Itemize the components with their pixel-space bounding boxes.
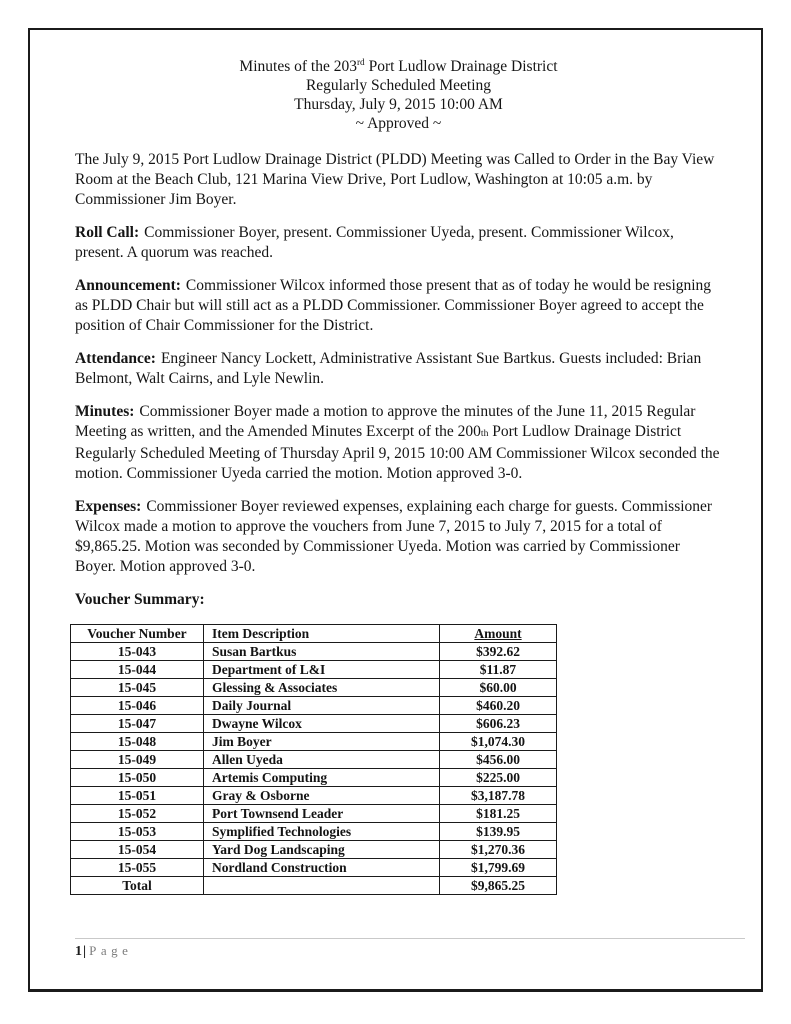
amount-cell: $181.25 bbox=[440, 805, 557, 823]
item-description-cell: Symplified Technologies bbox=[204, 823, 440, 841]
footer-separator: | bbox=[83, 944, 87, 959]
expenses-paragraph bbox=[75, 497, 722, 577]
announcement-paragraph bbox=[75, 276, 722, 336]
amount-cell: $1,074.30 bbox=[440, 733, 557, 751]
voucher-number-cell: 15-055 bbox=[71, 859, 204, 877]
voucher-number-cell: 15-043 bbox=[71, 643, 204, 661]
item-description-cell: Susan Bartkus bbox=[204, 643, 440, 661]
table-row bbox=[71, 823, 557, 841]
title-line-3: Thursday, July 9, 2015 10:00 AM bbox=[294, 96, 503, 113]
attendance-text: Engineer Nancy Lockett, Administrative Assistant Sue Bartkus. Guests included: Brian Belmont, Walt Cairns, and Lyle Newlin. bbox=[75, 350, 702, 387]
amount-cell: $1,270.36 bbox=[440, 841, 557, 859]
minutes-text-part1: Commissioner Boyer made a motion to approve the minutes of the June 11, 2015 Regular Meeting as written, and the Amended Minutes Excerpt of the 200 bbox=[75, 403, 696, 440]
minutes-ordinal-suffix: th bbox=[480, 428, 489, 439]
expenses-text: Commissioner Boyer reviewed expenses, explaining each charge for guests. Commissioner Wilcox made a motion to approve the vouchers from June 7, 2015 to July 7, 2015 for a total of $9,865.25. Motion was seconded by Commissioner Uyeda. Motion was carried by Commissioner Boyer. Motion approved 3-0. bbox=[75, 498, 713, 575]
item-description-cell: Daily Journal bbox=[204, 697, 440, 715]
minutes-paragraph bbox=[75, 402, 722, 484]
table-row bbox=[71, 679, 557, 697]
table-row bbox=[71, 841, 557, 859]
table-row bbox=[71, 697, 557, 715]
voucher-table bbox=[70, 624, 557, 895]
roll-call-text: Commissioner Boyer, present. Commissioner Uyeda, present. Commissioner Wilcox, present. A quorum was reached. bbox=[75, 224, 674, 261]
title-line-1 bbox=[75, 57, 722, 76]
column-header-amount: Amount bbox=[440, 625, 557, 643]
amount-cell: $11.87 bbox=[440, 661, 557, 679]
voucher-number-cell: 15-049 bbox=[71, 751, 204, 769]
title-line-4: ~ Approved ~ bbox=[355, 115, 442, 132]
table-total-row bbox=[71, 877, 557, 895]
title-ordinal-superscript: rd bbox=[356, 57, 365, 68]
item-description-cell: Allen Uyeda bbox=[204, 751, 440, 769]
table-row bbox=[71, 643, 557, 661]
amount-cell: $139.95 bbox=[440, 823, 557, 841]
document-content bbox=[75, 57, 722, 895]
item-description-cell: Yard Dog Landscaping bbox=[204, 841, 440, 859]
voucher-number-cell: 15-053 bbox=[71, 823, 204, 841]
table-row bbox=[71, 751, 557, 769]
title-line-1-text: Minutes of the 203 bbox=[239, 58, 357, 75]
attendance-paragraph bbox=[75, 349, 722, 389]
page-number: 1 bbox=[75, 944, 82, 959]
amount-cell: $60.00 bbox=[440, 679, 557, 697]
amount-cell: $460.20 bbox=[440, 697, 557, 715]
item-description-cell: Jim Boyer bbox=[204, 733, 440, 751]
table-row bbox=[71, 715, 557, 733]
voucher-number-cell: 15-046 bbox=[71, 697, 204, 715]
minutes-label: Minutes: bbox=[75, 403, 135, 420]
voucher-number-cell: 15-045 bbox=[71, 679, 204, 697]
column-header-voucher-number: Voucher Number bbox=[71, 625, 204, 643]
amount-cell: $1,799.69 bbox=[440, 859, 557, 877]
item-description-cell: Port Townsend Leader bbox=[204, 805, 440, 823]
voucher-number-cell: 15-044 bbox=[71, 661, 204, 679]
voucher-number-cell: 15-047 bbox=[71, 715, 204, 733]
amount-cell: $3,187.78 bbox=[440, 787, 557, 805]
amount-cell: $225.00 bbox=[440, 769, 557, 787]
table-row bbox=[71, 661, 557, 679]
table-row bbox=[71, 805, 557, 823]
voucher-number-cell: 15-051 bbox=[71, 787, 204, 805]
amount-cell: $392.62 bbox=[440, 643, 557, 661]
title-line-2: Regularly Scheduled Meeting bbox=[305, 77, 492, 94]
amount-cell: $606.23 bbox=[440, 715, 557, 733]
table-row bbox=[71, 733, 557, 751]
voucher-summary-heading: Voucher Summary: bbox=[75, 591, 205, 608]
table-row bbox=[71, 769, 557, 787]
total-empty-cell bbox=[204, 877, 440, 895]
voucher-table-header-row bbox=[71, 625, 557, 643]
voucher-number-cell: 15-054 bbox=[71, 841, 204, 859]
expenses-label: Expenses: bbox=[75, 498, 142, 515]
footer-page-label: Page bbox=[89, 943, 133, 958]
page-footer bbox=[75, 938, 745, 960]
item-description-cell: Glessing & Associates bbox=[204, 679, 440, 697]
title-line-1-rest: Port Ludlow Drainage District bbox=[364, 58, 558, 75]
item-description-cell: Department of L&I bbox=[204, 661, 440, 679]
item-description-cell: Nordland Construction bbox=[204, 859, 440, 877]
total-amount-cell: $9,865.25 bbox=[440, 877, 557, 895]
column-header-item-description: Item Description bbox=[204, 625, 440, 643]
voucher-number-cell: 15-052 bbox=[71, 805, 204, 823]
table-row bbox=[71, 787, 557, 805]
announcement-label: Announcement: bbox=[75, 277, 181, 294]
intro-paragraph: The July 9, 2015 Port Ludlow Drainage District (PLDD) Meeting was Called to Order in the Bay View Room at the Beach Club, 121 Marina View Drive, Port Ludlow, Washington at 10:05 a.m. by Commissioner Jim Boyer. bbox=[75, 151, 715, 208]
voucher-number-cell: 15-048 bbox=[71, 733, 204, 751]
announcement-text: Commissioner Wilcox informed those present that as of today he would be resigning as PLDD Chair but will still act as a PLDD Commissioner. Commissioner Boyer agreed to accept the position of Chair Commissioner for the District. bbox=[75, 277, 712, 334]
voucher-number-cell: 15-050 bbox=[71, 769, 204, 787]
attendance-label: Attendance: bbox=[75, 350, 156, 367]
item-description-cell: Artemis Computing bbox=[204, 769, 440, 787]
roll-call-label: Roll Call: bbox=[75, 224, 140, 241]
item-description-cell: Dwayne Wilcox bbox=[204, 715, 440, 733]
table-row bbox=[71, 859, 557, 877]
item-description-cell: Gray & Osborne bbox=[204, 787, 440, 805]
document-title bbox=[75, 57, 722, 133]
total-label-cell: Total bbox=[71, 877, 204, 895]
amount-cell: $456.00 bbox=[440, 751, 557, 769]
roll-call-paragraph bbox=[75, 223, 722, 263]
minutes-text-part2: Port Ludlow Drainage District Regularly Scheduled Meeting of Thursday April 9, 2015 10:00 AM Commissioner Wilcox seconded the motion. Commissioner Uyeda carried the motion. Motion approved 3-0. bbox=[75, 423, 720, 482]
